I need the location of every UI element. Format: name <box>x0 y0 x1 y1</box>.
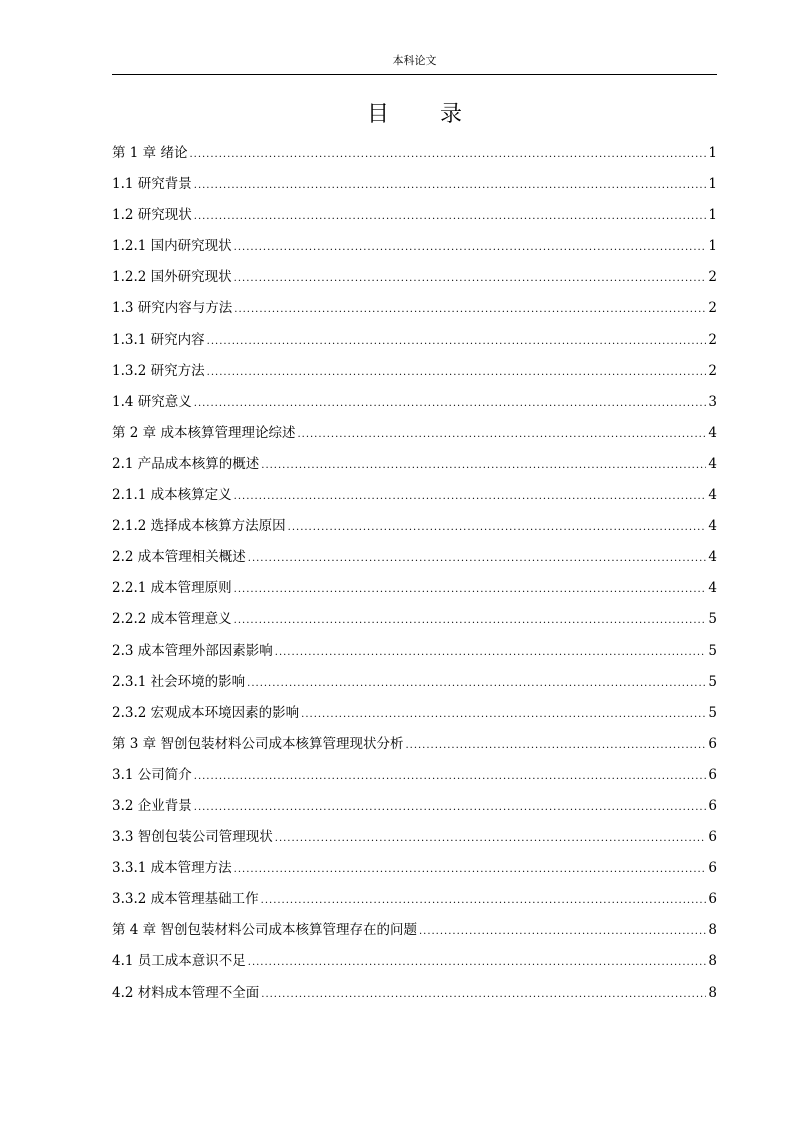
toc-entry-page: 1 <box>708 176 717 193</box>
toc-leader-dots <box>261 981 706 1009</box>
toc-entry-label: 2.3 成本管理外部因素影响 <box>112 642 273 659</box>
toc-leader-dots <box>194 172 707 200</box>
toc-entry[interactable] <box>112 232 717 263</box>
toc-entry-label: 4.1 员工成本意识不足 <box>112 953 246 970</box>
toc-leader-dots <box>194 203 707 231</box>
toc-entry-label: 1.3.1 研究内容 <box>112 331 205 348</box>
toc-entry-page: 4 <box>708 424 717 441</box>
toc-entry-page: 4 <box>708 580 717 597</box>
toc-entry-label: 2.3.1 社会环境的影响 <box>112 673 246 690</box>
toc-leader-dots <box>207 359 707 387</box>
toc-entry-page: 5 <box>708 611 717 628</box>
toc-entry-label: 2.1.2 选择成本核算方法原因 <box>112 518 286 535</box>
toc-entry[interactable] <box>112 792 717 823</box>
toc-entry-page: 5 <box>708 673 717 690</box>
toc-entry-label: 1.3.2 研究方法 <box>112 362 205 379</box>
toc-entry-page: 6 <box>708 797 717 814</box>
toc-leader-dots <box>194 390 707 418</box>
toc-entry-page: 2 <box>708 362 717 379</box>
toc-entry-label: 第 3 章 智创包装材料公司成本核算管理现状分析 <box>112 735 404 752</box>
page-header <box>112 53 717 75</box>
toc-entry-label: 2.1 产品成本核算的概述 <box>112 455 260 472</box>
toc-entry-page: 1 <box>708 207 717 224</box>
toc-entry[interactable] <box>112 823 717 854</box>
toc-entry-page: 4 <box>708 487 717 504</box>
toc-leader-dots <box>194 794 707 822</box>
toc-leader-dots <box>261 452 706 480</box>
toc-leader-dots <box>234 607 707 635</box>
toc-entry-page: 1 <box>708 145 717 161</box>
toc-entry-label: 第 1 章 绪论 <box>112 145 188 161</box>
toc-leader-dots <box>194 763 707 791</box>
toc-entry[interactable] <box>112 450 717 481</box>
toc-entry[interactable] <box>112 512 717 543</box>
toc-entry[interactable] <box>112 543 717 574</box>
toc-entry-label: 2.2 成本管理相关概述 <box>112 549 246 566</box>
table-of-contents <box>112 139 717 1010</box>
toc-entry-label: 1.2.1 国内研究现状 <box>112 238 232 255</box>
toc-entry[interactable] <box>112 916 717 947</box>
toc-entry[interactable] <box>112 201 717 232</box>
toc-entry-page: 2 <box>708 331 717 348</box>
toc-entry[interactable] <box>112 979 717 1010</box>
toc-entry[interactable] <box>112 139 717 170</box>
toc-entry[interactable] <box>112 605 717 636</box>
toc-entry-label: 第 4 章 智创包装材料公司成本核算管理存在的问题 <box>112 922 417 939</box>
toc-entry-label: 2.2.2 成本管理意义 <box>112 611 232 628</box>
toc-entry-label: 2.1.1 成本核算定义 <box>112 487 232 504</box>
toc-leader-dots <box>297 421 706 449</box>
toc-leader-dots <box>234 576 707 604</box>
toc-leader-dots <box>189 141 706 169</box>
toc-entry-page: 4 <box>708 549 717 566</box>
toc-entry-page: 4 <box>708 455 717 472</box>
toc-entry-label: 1.2 研究现状 <box>112 207 192 224</box>
toc-leader-dots <box>234 483 707 511</box>
toc-entry-label: 2.3.2 宏观成本环境因素的影响 <box>112 704 300 721</box>
toc-leader-dots <box>275 639 707 667</box>
toc-entry[interactable] <box>112 699 717 730</box>
toc-entry[interactable] <box>112 854 717 885</box>
toc-entry[interactable] <box>112 419 717 450</box>
toc-entry[interactable] <box>112 170 717 201</box>
toc-entry-page: 8 <box>708 922 717 939</box>
toc-entry[interactable] <box>112 357 717 388</box>
toc-entry[interactable] <box>112 294 717 325</box>
toc-entry-page: 3 <box>708 393 717 410</box>
toc-entry[interactable] <box>112 947 717 978</box>
toc-entry-label: 1.2.2 国外研究现状 <box>112 269 232 286</box>
toc-entry-page: 1 <box>708 238 717 255</box>
toc-entry-page: 5 <box>708 704 717 721</box>
toc-entry[interactable] <box>112 574 717 605</box>
toc-leader-dots <box>301 701 706 729</box>
toc-entry[interactable] <box>112 481 717 512</box>
toc-leader-dots <box>234 265 707 293</box>
toc-entry-label: 3.2 企业背景 <box>112 797 192 814</box>
toc-leader-dots <box>248 545 707 573</box>
toc-entry[interactable] <box>112 326 717 357</box>
toc-entry-label: 3.1 公司简介 <box>112 766 192 783</box>
toc-entry[interactable] <box>112 263 717 294</box>
toc-entry-page: 8 <box>708 953 717 970</box>
toc-leader-dots <box>234 296 706 324</box>
toc-leader-dots <box>275 825 707 853</box>
toc-entry-page: 6 <box>708 766 717 783</box>
toc-entry-page: 6 <box>708 829 717 846</box>
toc-entry-label: 1.1 研究背景 <box>112 176 192 193</box>
toc-entry-page: 8 <box>708 984 717 1001</box>
toc-entry[interactable] <box>112 637 717 668</box>
toc-leader-dots <box>248 949 707 977</box>
toc-entry-page: 4 <box>708 518 717 535</box>
toc-entry[interactable] <box>112 761 717 792</box>
toc-leader-dots <box>288 514 707 542</box>
toc-leader-dots <box>419 918 706 946</box>
toc-entry-page: 6 <box>708 860 717 877</box>
toc-entry[interactable] <box>112 668 717 699</box>
toc-leader-dots <box>207 328 707 356</box>
toc-entry[interactable] <box>112 885 717 916</box>
toc-entry-page: 5 <box>708 642 717 659</box>
toc-entry[interactable] <box>112 388 717 419</box>
toc-entry-label: 4.2 材料成本管理不全面 <box>112 984 260 1001</box>
toc-entry-page: 6 <box>708 735 717 752</box>
toc-entry-page: 6 <box>708 891 717 908</box>
toc-leader-dots <box>247 670 706 698</box>
toc-leader-dots <box>405 732 706 760</box>
toc-entry-label: 第 2 章 成本核算管理理论综述 <box>112 424 296 441</box>
toc-entry-page: 2 <box>708 300 717 317</box>
toc-leader-dots <box>234 234 707 262</box>
toc-entry-label: 3.3.2 成本管理基础工作 <box>112 891 259 908</box>
toc-title: 目 录 <box>367 102 484 127</box>
toc-entry-label: 2.2.1 成本管理原则 <box>112 580 232 597</box>
toc-entry-label: 3.3.1 成本管理方法 <box>112 860 232 877</box>
toc-entry-label: 1.3 研究内容与方法 <box>112 300 233 317</box>
toc-entry-label: 1.4 研究意义 <box>112 393 192 410</box>
toc-entry-label: 3.3 智创包装公司管理现状 <box>112 829 273 846</box>
toc-entry-page: 2 <box>708 269 717 286</box>
toc-leader-dots <box>234 856 707 884</box>
header-text: 本科论文 <box>392 54 437 67</box>
toc-entry[interactable] <box>112 730 717 761</box>
toc-leader-dots <box>261 887 707 915</box>
